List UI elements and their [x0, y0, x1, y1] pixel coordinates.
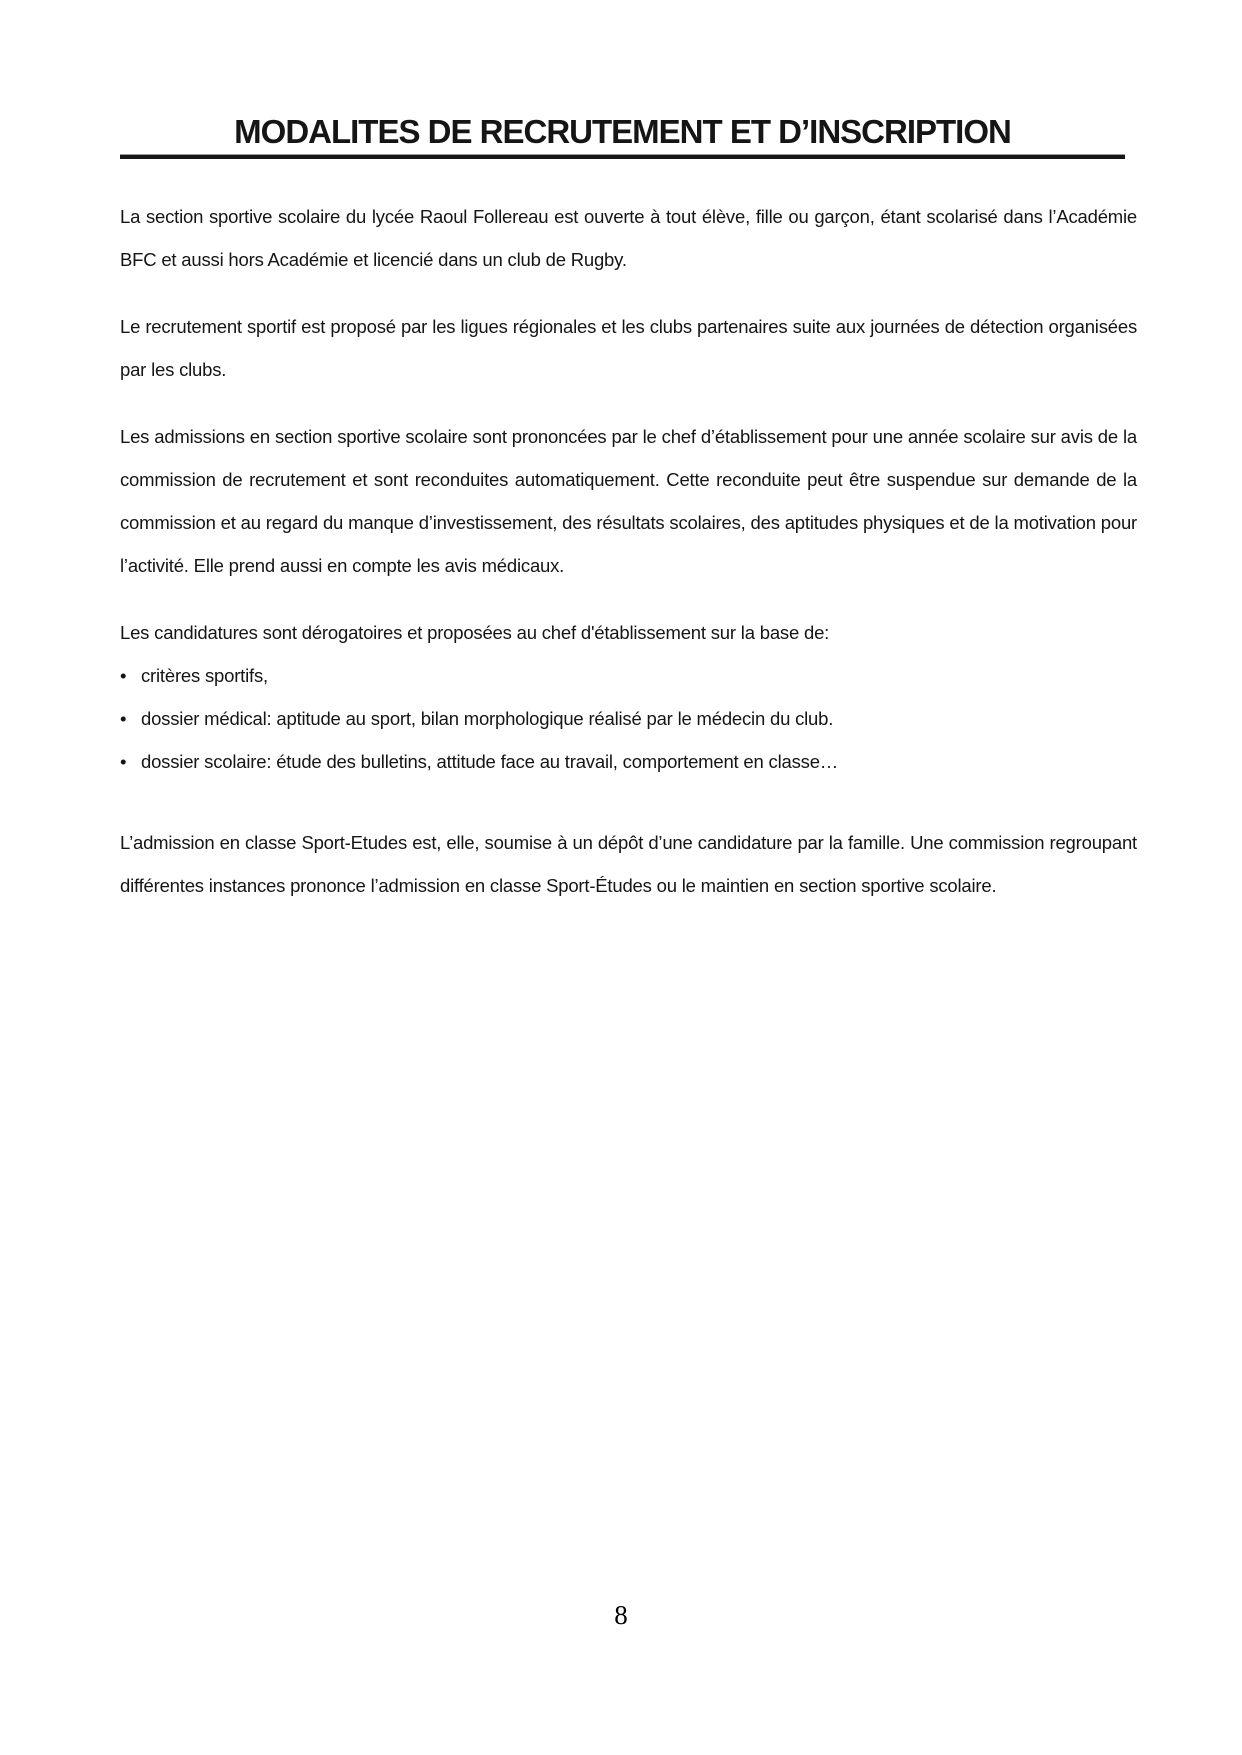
list-item-label: dossier scolaire: étude des bulletins, attitude face au travail, comportement en classe…: [141, 751, 839, 772]
list-item-criteres-sportifs: [120, 654, 1137, 697]
list-item-label: critères sportifs,: [141, 665, 268, 686]
criteria-bullet-list: [120, 654, 1137, 783]
page-number: 8: [614, 1600, 628, 1630]
list-item-label: dossier médical: aptitude au sport, bilan morphologique réalisé par le médecin du club.: [141, 708, 834, 729]
paragraph-section-sportive: La section sportive scolaire du lycée Raoul Follereau est ouverte à tout élève, fille ou garçon, étant scolarisé dans l’Académie BFC et aussi hors Académie et licencié dans un club de Rugby.: [120, 206, 1137, 270]
title-block: [120, 112, 1125, 159]
list-item-dossier-scolaire: [120, 740, 1137, 783]
page-content: [120, 0, 1137, 931]
paragraph-candidatures-intro: Les candidatures sont dérogatoires et proposées au chef d'établissement sur la base de:: [120, 622, 830, 643]
bullet-icon: •: [120, 708, 127, 729]
paragraph-admissions: Les admissions en section sportive scolaire sont prononcées par le chef d’établissement pour une année scolaire sur avis de la commission de recrutement et sont reconduites automatiquement. Cette reconduite peut être suspendue sur demande de la commission et au regard du manque d’investissement, des résultats scolaires, des aptitudes physiques et de la motivation pour l’activité. Elle prend aussi en compte les avis médicaux.: [120, 426, 1137, 576]
paragraph-admission-sport-etudes: L’admission en classe Sport-Etudes est, elle, soumise à un dépôt d’une candidature par la famille. Une commission regroupant différentes instances prononce l’admission en classe Sport-Études ou le maintien en section sportive scolaire.: [120, 832, 1137, 896]
bullet-icon: •: [120, 665, 127, 686]
list-item-dossier-medical: [120, 697, 1137, 740]
paragraph-recrutement-sportif: Le recrutement sportif est proposé par les ligues régionales et les clubs partenaires suite aux journées de détection organisées par les clubs.: [120, 316, 1137, 380]
bullet-icon: •: [120, 751, 127, 772]
title-underline-rule: [120, 154, 1125, 159]
page-title: MODALITES DE RECRUTEMENT ET D’INSCRIPTION: [234, 113, 1011, 150]
